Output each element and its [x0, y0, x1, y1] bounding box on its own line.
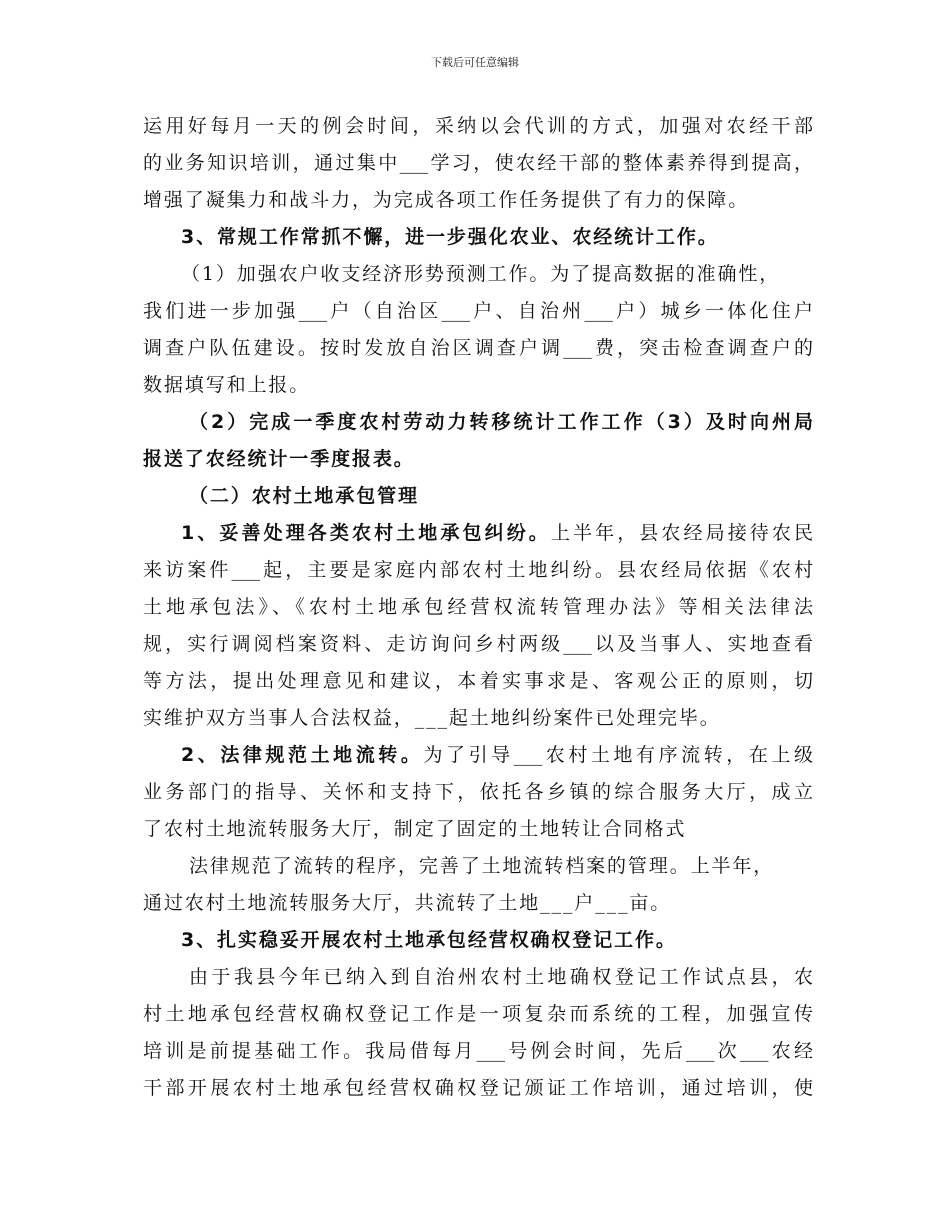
- paragraph-line: 数据填写和上报。: [143, 374, 311, 396]
- section-heading: 报送了农经统计一季度报表。: [143, 448, 415, 470]
- paragraph-line: 增强了凝集力和战斗力，为完成各项工作任务提供了有力的保障。: [143, 189, 750, 211]
- paragraph-line: 实维护双方当事人合法权益，___起土地纠纷案件已处理完毕。: [143, 707, 721, 729]
- paragraph-line: 培训是前提基础工作。我局借每月___号例会时间，先后___次___农经: [143, 1040, 813, 1062]
- paragraph-line: （1）加强农户收支经济形势预测工作。为了提高数据的准确性，: [181, 263, 781, 285]
- section-heading: （二）农村土地承包管理: [189, 485, 419, 507]
- section-heading: （2）完成一季度农村劳动力转移统计工作工作（3）及时向州局: [189, 411, 813, 433]
- paragraph-line: 规，实行调阅档案资料、走访询问乡村两级___以及当事人、实地查看: [143, 633, 813, 655]
- lead-rest: 为了引导___农村土地有序流转，在上级: [423, 744, 813, 766]
- paragraph-line: 村土地承包经营权确权登记工作是一项复杂而系统的工程，加强宣传: [143, 1003, 813, 1025]
- paragraph-line: 我们进一步加强___户（自治区___户、自治州___户）城乡一体化住户: [143, 300, 813, 322]
- paragraph-line: 通过农村土地流转服务大厅，共流转了土地___户___亩。: [143, 892, 672, 914]
- paragraph-line-with-bold-lead: [143, 515, 813, 552]
- paragraph-line: 等方法，提出处理意见和建议，本着实事求是、客观公正的原则，切: [143, 670, 813, 692]
- section-heading: 3、常规工作常抓不懈，进一步强化农业、农经统计工作。: [181, 226, 719, 248]
- paragraph-line: 调查户队伍建设。按时发放自治区调查户调___费，突击检查调查户的: [143, 337, 813, 359]
- document-body: [143, 108, 813, 1107]
- lead-heading: 2、法律规范土地流转。: [181, 744, 424, 766]
- paragraph-line: 法律规范了流转的程序，完善了土地流转档案的管理。上半年，: [189, 855, 775, 877]
- paragraph-line: 来访案件___起，主要是家庭内部农村土地纠纷。县农经局依据《农村: [143, 559, 813, 581]
- lead-rest: 上半年，县农经局接待农民: [550, 522, 813, 544]
- lead-heading: 1、妥善处理各类农村土地承包纠纷。: [181, 522, 551, 544]
- paragraph-line: 运用好每月一天的例会时间，采纳以会代训的方式，加强对农经干部: [143, 115, 813, 137]
- page-header: 下载后可任意编辑: [431, 56, 519, 69]
- paragraph-line: 业务部门的指导、关怀和支持下，依托各乡镇的综合服务大厅，成立: [143, 781, 813, 803]
- paragraph-line-with-bold-lead: [143, 737, 813, 774]
- paragraph-line: 由于我县今年已纳入到自治州农村土地确权登记工作试点县，农: [189, 966, 813, 988]
- paragraph-line: 土地承包法》、《农村土地承包经营权流转管理办法》等相关法律法: [143, 596, 813, 618]
- paragraph-line: 的业务知识培训，通过集中___学习，使农经干部的整体素养得到提高，: [143, 152, 813, 174]
- section-heading: 3、扎实稳妥开展农村土地承包经营权确权登记工作。: [181, 929, 677, 951]
- paragraph-line: 了农村土地流转服务大厅，制定了固定的土地转让合同格式: [143, 818, 687, 840]
- paragraph-line: 干部开展农村土地承包经营权确权登记颁证工作培训，通过培训，使: [143, 1077, 813, 1099]
